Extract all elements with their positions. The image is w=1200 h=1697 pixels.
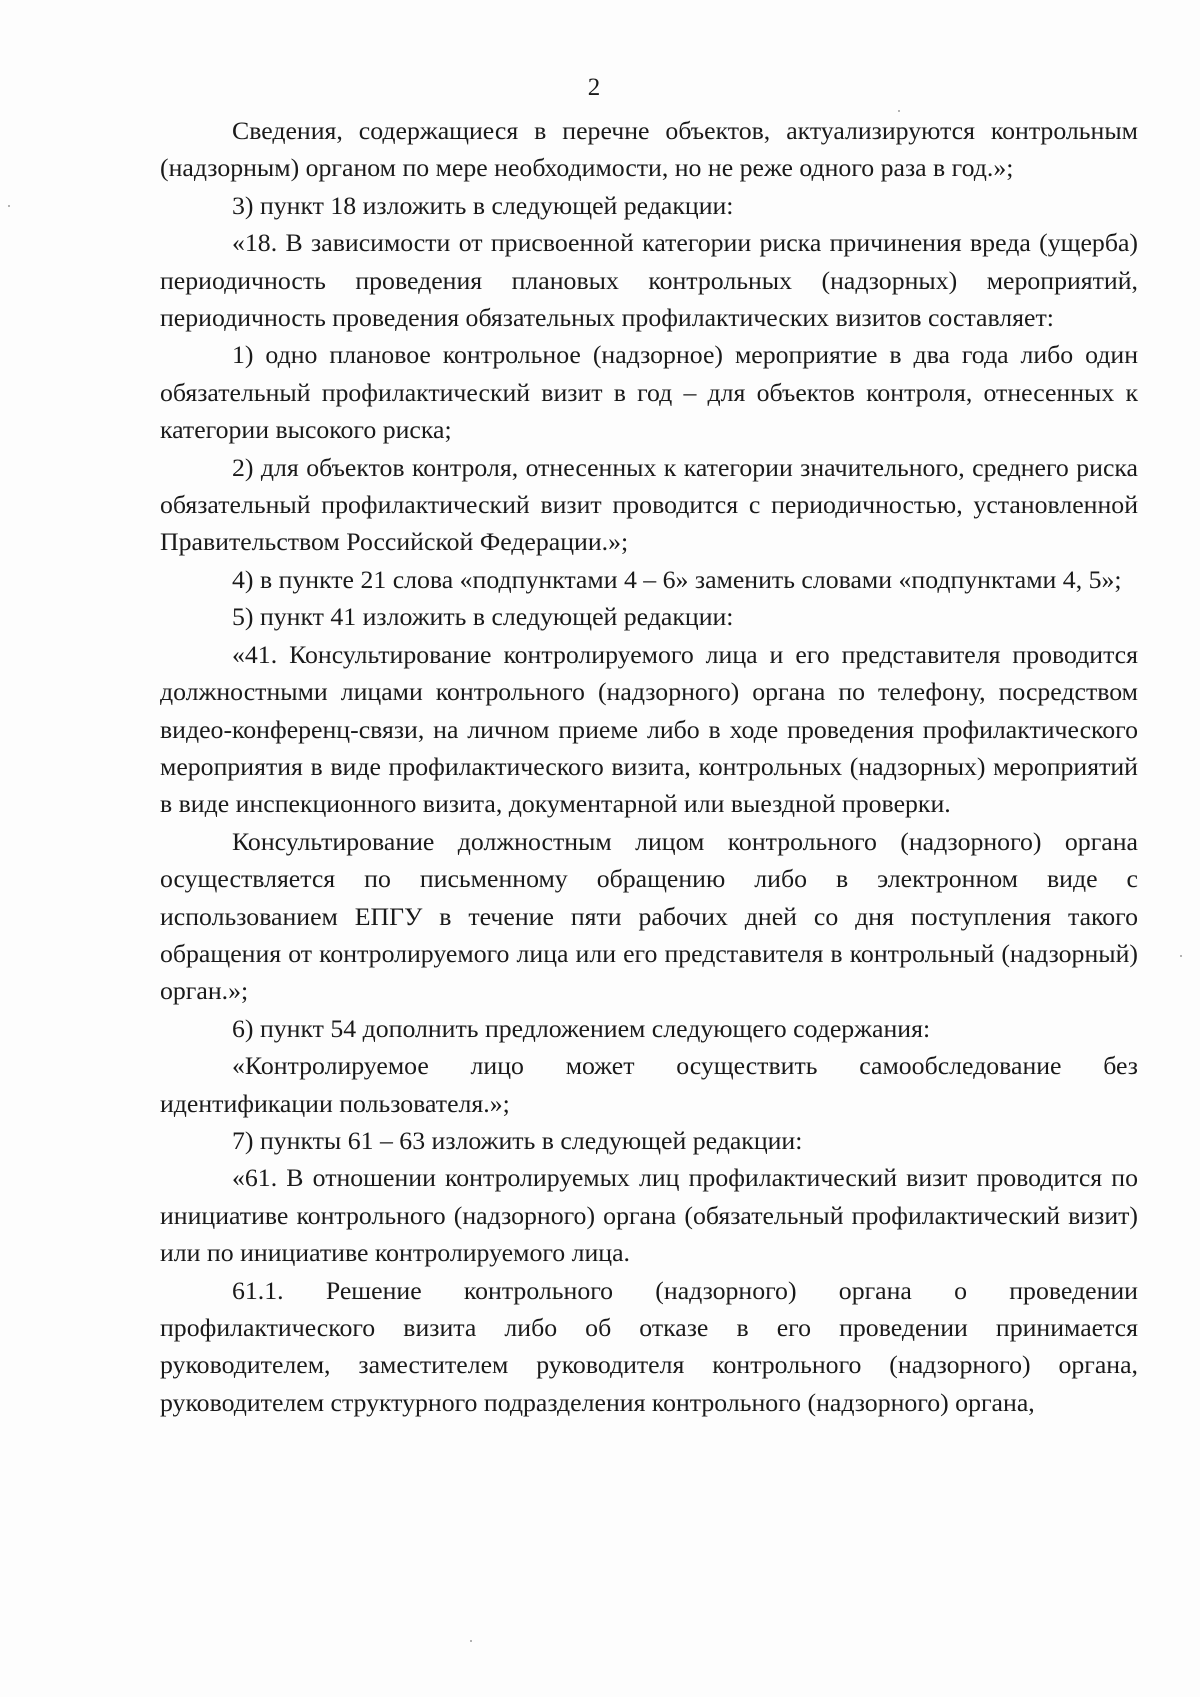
paragraph-item-6: 6) пункт 54 дополнить предложением следующего содержания:: [232, 1013, 931, 1043]
paragraph-clause-54-addition: «Контролируемое лицо может осуществить самообследование без идентификации пользователя.»;: [160, 1051, 1138, 1118]
paragraph-clause-41: «41. Консультирование контролируемого лица и его представителя проводится должностными лицами контрольного (надзорного) органа по телефону, посредством видео-конференц-связи, на личном приеме либо в ходе проведения профилактического мероприятия в виде профилактического визита, контрольных (надзорных) мероприятий в виде инспекционного визита, документарной или выездной проверки.: [160, 639, 1138, 819]
paragraph-clause-61: «61. В отношении контролируемых лиц профилактический визит проводится по инициативе контрольного (надзорного) органа (обязательный профилактический визит) или по инициативе контролируемого лица.: [160, 1163, 1138, 1268]
paragraph-clause-61-1: 61.1. Решение контрольного (надзорного) органа о проведении профилактического визита либо об отказе в его проведении принимается руководителем, заместителем руководителя контрольного (надзорного) органа, руководителем структурного подразделения контрольного (надзорного) органа,: [160, 1275, 1138, 1417]
page-number: 2: [587, 74, 601, 101]
scan-speck: [1180, 955, 1182, 957]
document-body: [160, 112, 1138, 1421]
scan-speck: [898, 110, 900, 112]
paragraph-clause-18-sub-2: 2) для объектов контроля, отнесенных к категории значительного, среднего риска обязательный профилактический визит проводится с периодичностью, установленной Правительством Российской Федерации.»;: [160, 452, 1138, 557]
paragraph-clause-18: «18. В зависимости от присвоенной категории риска причинения вреда (ущерба) периодичность проведения плановых контрольных (надзорных) мероприятий, периодичность проведения обязательных профилактических визитов составляет:: [160, 228, 1138, 333]
paragraph-clause-18-sub-1: 1) одно плановое контрольное (надзорное) мероприятие в два года либо один обязательный профилактический визит в год – для объектов контроля, отнесенных к категории высокого риска;: [160, 340, 1138, 445]
paragraph-info-update: Сведения, содержащиеся в перечне объектов, актуализируются контрольным (надзорным) органом по мере необходимости, но не реже одного раза в год.»;: [160, 116, 1138, 183]
scan-speck: [470, 1640, 472, 1642]
scan-speck: [8, 205, 10, 207]
paragraph-clause-41-consulting: Консультирование должностным лицом контрольного (надзорного) органа осуществляется по письменному обращению либо в электронном виде с использованием ЕПГУ в течение пяти рабочих дней со дня поступления такого обращения от контролируемого лица или его представителя в контрольный (надзорный) орган.»;: [160, 826, 1138, 1006]
paragraph-item-3: 3) пункт 18 изложить в следующей редакции:: [232, 190, 734, 220]
paragraph-item-7: 7) пункты 61 – 63 изложить в следующей редакции:: [232, 1125, 803, 1155]
paragraph-item-4: 4) в пункте 21 слова «подпунктами 4 – 6» заменить словами «подпунктами 4, 5»;: [232, 564, 1122, 594]
paragraph-item-5: 5) пункт 41 изложить в следующей редакции:: [232, 602, 734, 632]
